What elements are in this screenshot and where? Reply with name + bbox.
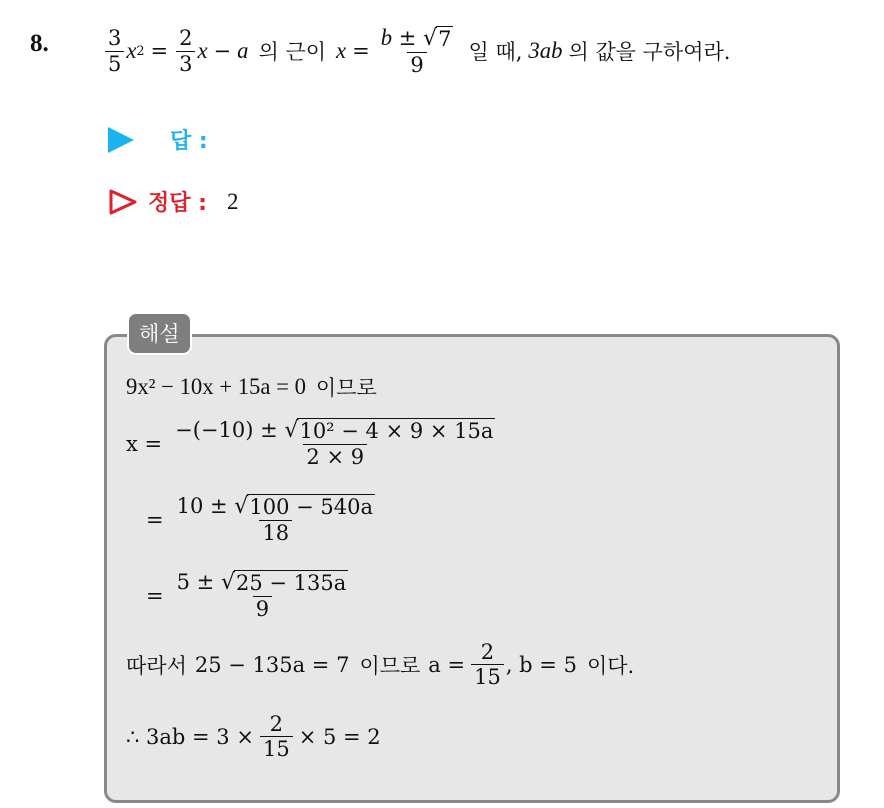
fraction-2-15 bbox=[471, 640, 504, 689]
outline-triangle-icon bbox=[108, 188, 138, 216]
var-x: x bbox=[197, 38, 208, 63]
text: 이므로 bbox=[359, 653, 421, 678]
num-left: −(−10) ± bbox=[175, 418, 278, 442]
lhs: x = bbox=[126, 431, 163, 456]
frac-den: 5 bbox=[105, 51, 124, 76]
equals: = bbox=[146, 583, 164, 608]
target-expr: 3ab bbox=[528, 38, 563, 63]
fraction bbox=[174, 570, 352, 621]
fraction-2-15 bbox=[260, 712, 293, 761]
frac-num: 3 bbox=[108, 26, 122, 51]
plus-minus: ± bbox=[398, 25, 417, 50]
fraction-2-3 bbox=[176, 26, 195, 75]
text: 따라서 bbox=[126, 653, 187, 678]
sqrt: √ 10² − 4 × 9 × 15a bbox=[284, 418, 494, 443]
frac-num: 2 bbox=[480, 640, 495, 664]
lhs: ∴ 3ab = 3 × bbox=[126, 724, 254, 749]
frac-num bbox=[174, 494, 378, 520]
filled-triangle-icon bbox=[108, 127, 134, 153]
a-equals: a = bbox=[428, 652, 466, 677]
frac-num: 2 bbox=[179, 26, 193, 51]
correct-answer-row bbox=[108, 186, 238, 217]
num-left: 10 ± bbox=[176, 494, 228, 518]
frac-den: 18 bbox=[259, 520, 292, 545]
frac-den: 2 × 9 bbox=[303, 444, 367, 469]
num-left: 5 ± bbox=[176, 570, 215, 594]
frac-den: 15 bbox=[260, 736, 293, 761]
minus: − bbox=[213, 39, 232, 63]
equation: 9x² − 10x + 15a = 0 bbox=[126, 374, 306, 399]
solution-line-2 bbox=[126, 418, 500, 469]
text: 이므로 bbox=[315, 376, 377, 400]
equation: 25 − 135a = 7 bbox=[194, 652, 350, 677]
var-x: x bbox=[126, 38, 137, 63]
var-x: x bbox=[336, 38, 347, 63]
frac-num bbox=[174, 570, 352, 596]
radicand: 10² − 4 × 9 × 15a bbox=[299, 419, 494, 443]
fraction-3-5 bbox=[105, 26, 124, 75]
frac-den: 9 bbox=[407, 52, 426, 77]
radicand: 7 bbox=[438, 26, 452, 51]
frac-num: 2 bbox=[269, 712, 283, 736]
answer-label: 답 : bbox=[170, 129, 208, 154]
question-number: 8. bbox=[30, 30, 49, 57]
frac-num bbox=[172, 418, 498, 444]
equals: = bbox=[352, 39, 370, 63]
radicand: 100 − 540a bbox=[249, 495, 373, 519]
solution-line-6 bbox=[126, 712, 381, 761]
question-text: $\frac{3}{5}$ x 2 = $\frac{2}{3}$ x − a 의 근이 x = b ± √ 7 9 일 때, 3ab 의 값을 구하여라. bbox=[103, 18, 730, 84]
frac-den: 9 bbox=[253, 596, 272, 621]
fraction bbox=[174, 494, 378, 545]
equals: = bbox=[146, 507, 164, 532]
b-equals: , b = 5 bbox=[505, 652, 577, 677]
sqrt: √ 100 − 540a bbox=[234, 494, 373, 519]
text-find: 의 값을 구하여라. bbox=[568, 40, 731, 64]
solution-line-5 bbox=[126, 640, 634, 689]
solution-line-4 bbox=[146, 570, 353, 621]
radicand: 25 − 135a bbox=[236, 571, 347, 595]
equals: = bbox=[150, 39, 169, 63]
sqrt: √ 7 bbox=[423, 25, 452, 51]
frac-num bbox=[378, 25, 457, 52]
root-fraction bbox=[378, 25, 457, 77]
frac-den: 3 bbox=[176, 51, 195, 76]
answer-row bbox=[108, 124, 208, 155]
correct-label: 정답 : bbox=[148, 191, 207, 216]
solution-tag: 해설 bbox=[127, 312, 192, 355]
var-a: a bbox=[237, 38, 249, 63]
text-when: 일 때, bbox=[468, 40, 523, 64]
solution-line-3 bbox=[146, 494, 380, 545]
frac-den: 15 bbox=[471, 664, 504, 689]
correct-value: 2 bbox=[226, 188, 239, 214]
sqrt: √ 25 − 135a bbox=[220, 570, 347, 595]
var-b: b bbox=[380, 24, 393, 50]
text-root: 의 근이 bbox=[258, 40, 327, 64]
text: 이다. bbox=[586, 653, 635, 678]
rhs: × 5 = 2 bbox=[298, 724, 381, 749]
fraction bbox=[172, 418, 498, 469]
solution-line-1 bbox=[126, 372, 377, 402]
